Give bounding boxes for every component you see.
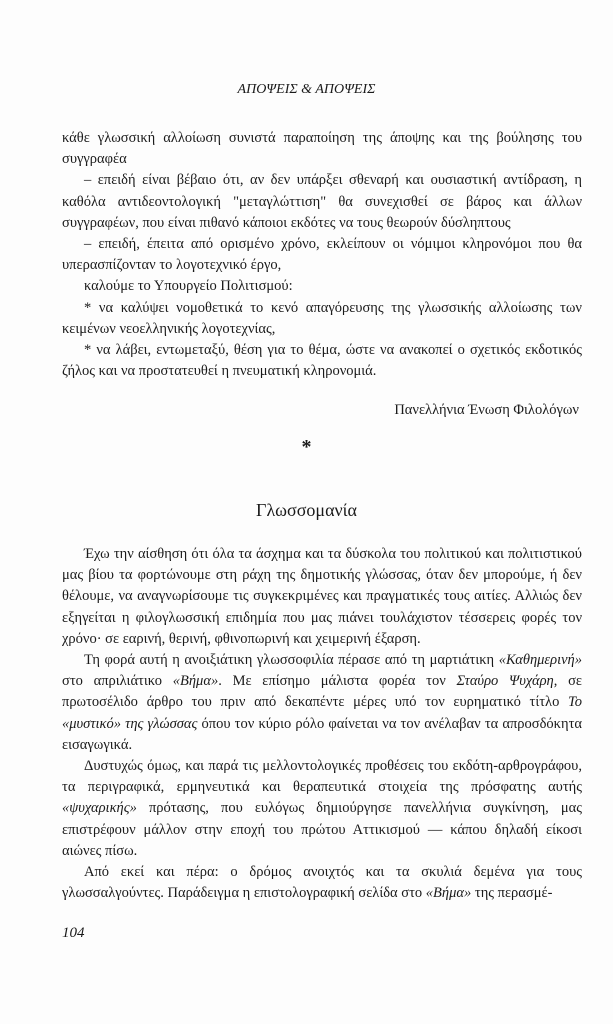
article-body	[62, 544, 582, 904]
paragraph: * να λάβει, εντωμεταξύ, θέση για το θέμα, ώστε να ανακοπεί ο σχετικός εκδοτικός ζήλος και να προστατευθεί η πνευματική κληρονομιά.	[62, 342, 582, 380]
paragraph: καλούμε το Υπουργείο Πολιτισμού:	[84, 278, 293, 295]
paragraph: * να καλύψει νομοθετικά το κενό απαγόρευσης της γλωσσικής αλλοίωσης των κειμένων νεοελληνικής λογοτεχνίας,	[62, 299, 582, 337]
petition-text	[62, 128, 582, 382]
running-header: ΑΠΟΨΕΙΣ & ΑΠΟΨΕΙΣ	[237, 82, 376, 97]
signature: Πανελλήνια Ένωση Φιλολόγων	[394, 402, 579, 418]
paragraph: – επειδή είναι βέβαιο ότι, αν δεν υπάρξει σθεναρή και ουσιαστική αντίδραση, η καθόλα αντιδεοντολογική "μεταγλώττιση" θα συνεχισθεί σε βάρος και άλλων συγγραφέων, που είναι πιθανό κάποιοι εκδότες να τους θεωρούν δύσληπτους	[62, 172, 582, 231]
article-title: Γλωσσομανία	[256, 500, 357, 520]
page-number: 104	[62, 925, 85, 941]
paragraph: Τη φορά αυτή η ανοιξιάτικη γλωσσοφιλία πέρασε από τη μαρτιάτικη «Καθημερινή» στο απριλιάτικο «Βήμα». Με επίσημο μάλιστα φορέα τον Σταύρο Ψυχάρη, σε πρωτοσέλιδο άρθρο του πριν από δεκαπέντε μέρες υπό τον ευρηματικό τίτλο Το «μυστικό» της γλώσσας όπου τον κύριο ρόλο φαίνεται να τον ανέλαβαν τα απροσδόκητα εισαγωγικά.	[62, 652, 583, 753]
paragraph: Έχω την αίσθηση ότι όλα τα άσχημα και τα δύσκολα του πολιτικού και πολιτιστικού μας βίου τα φορτώνουμε στη ράχη της δημοτικής γλώσσας, όταν δεν μπορούμε, ή δεν θέλουμε, να αναγνωρίσουμε τις συγκεκριμένες και πραγματικές τους αιτίες. Αλλιώς δεν εξηγείται η φιλογλωσσική επιδημία που μας πιάνει τουλάχιστον τέσσερεις φορές τον χρόνο· σε εαρινή, θερινή, φθινοπωρινή και χειμερινή έξαρση.	[62, 546, 582, 647]
paragraph: Δυστυχώς όμως, και παρά τις μελλοντολογικές προθέσεις του εκδότη-αρθρογράφου, τα περιγραφικά, ερμηνευτικά και θεραπευτικά στοιχεία της πρόσφατης αυτής «ψυχαρικής» πρότασης, που ευλόγως δημιούργησε πανελλήνια συγκίνηση, μας επιστρέφουν μάλλον στην εποχή του πρώτου Αττικισμού — κάπου δηλαδή είκοσι αιώνες πίσω.	[62, 758, 582, 859]
section-separator: *	[301, 436, 312, 458]
paragraph: – επειδή, έπειτα από ορισμένο χρόνο, εκλείπουν οι νόμιμοι κληρονόμοι που θα υπερασπίζονταν το λογοτεχνικό έργο,	[62, 236, 582, 274]
paragraph: κάθε γλωσσική αλλοίωση συνιστά παραποίηση της άποψης και της βούλησης του συγγραφέα	[62, 130, 582, 168]
paragraph: Από εκεί και πέρα: ο δρόμος ανοιχτός και τα σκυλιά δεμένα για τους γλωσσαλγούντες. Παράδειγμα η επιστολογραφική σελίδα στο «Βήμα» της περασμέ-	[62, 864, 582, 902]
